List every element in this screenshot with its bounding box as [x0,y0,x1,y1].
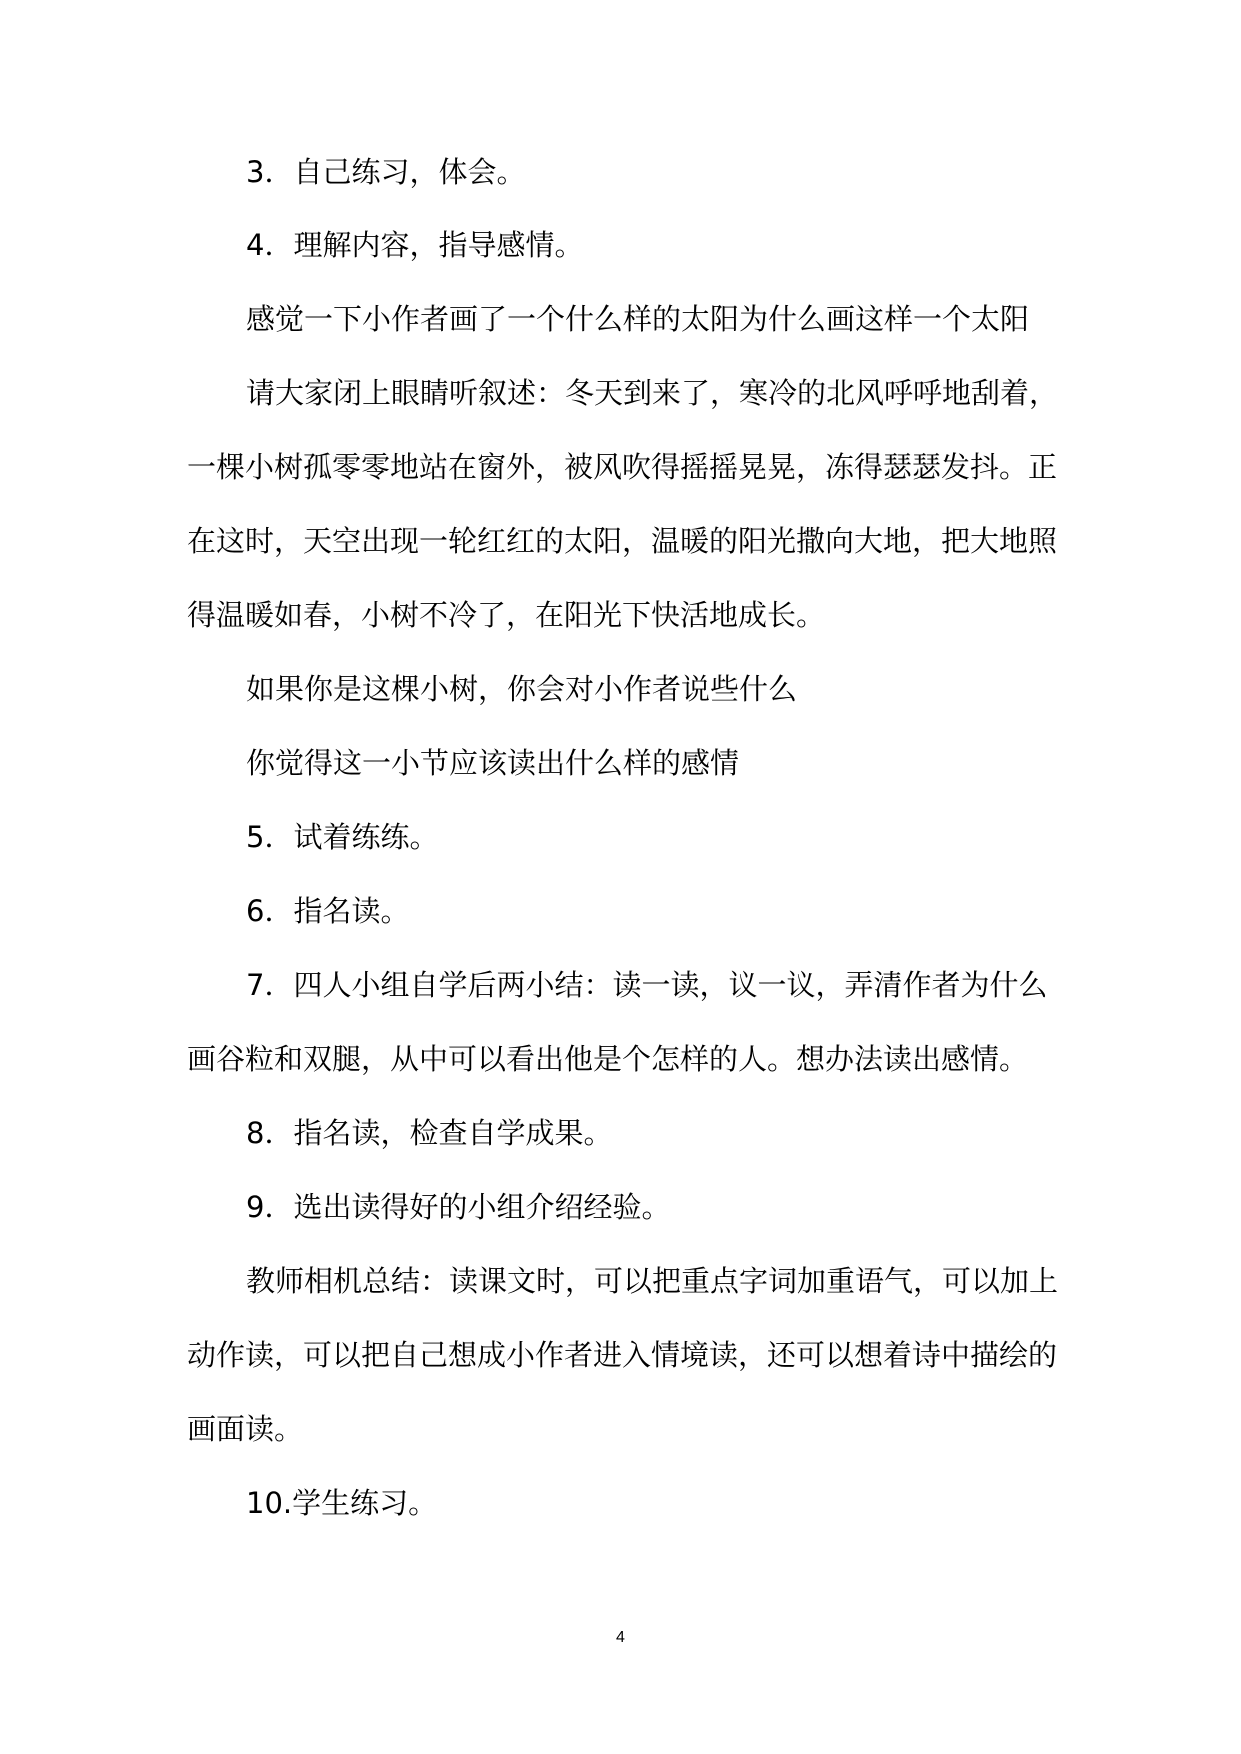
text-line: 4．理解内容，指导感情。 [246,228,584,262]
text-line: 教师相机总结：读课文时，可以把重点字词加重语气，可以加上 [246,1264,1059,1298]
text-line: 如果你是这棵小树，你会对小作者说些什么 [246,672,798,706]
text-line: 感觉一下小作者画了一个什么样的太阳为什么画这样一个太阳 [246,302,1030,336]
text-line: 请大家闭上眼睛听叙述：冬天到来了，寒冷的北风呼呼地刮着， [246,376,1059,410]
text-line: 画谷粒和双腿，从中可以看出他是个怎样的人。想办法读出感情。 [187,1042,1029,1076]
text-line: 一棵小树孤零零地站在窗外，被风吹得摇摇晃晃，冻得瑟瑟发抖。正 [187,450,1058,484]
text-line: 画面读。 [187,1412,304,1446]
text-line: 10.学生练习。 [246,1486,438,1520]
text-line: 在这时，天空出现一轮红红的太阳，温暖的阳光撒向大地，把大地照 [187,524,1058,558]
text-line: 7．四人小组自学后两小结：读一读，议一议，弄清作者为什么 [246,968,1048,1002]
text-line: 3．自己练习，体会。 [246,155,526,189]
text-line: 得温暖如春，小树不冷了，在阳光下快活地成长。 [187,598,826,632]
text-line: 动作读，可以把自己想成小作者进入情境读，还可以想着诗中描绘的 [187,1338,1058,1372]
text-line: 5．试着练练。 [246,820,439,854]
text-line: 8．指名读，检查自学成果。 [246,1116,613,1150]
text-line: 6．指名读。 [246,894,410,928]
text-line: 9．选出读得好的小组介绍经验。 [246,1190,671,1224]
page-number: 4 [616,1629,625,1646]
text-line: 你觉得这一小节应该读出什么样的感情 [246,746,740,780]
